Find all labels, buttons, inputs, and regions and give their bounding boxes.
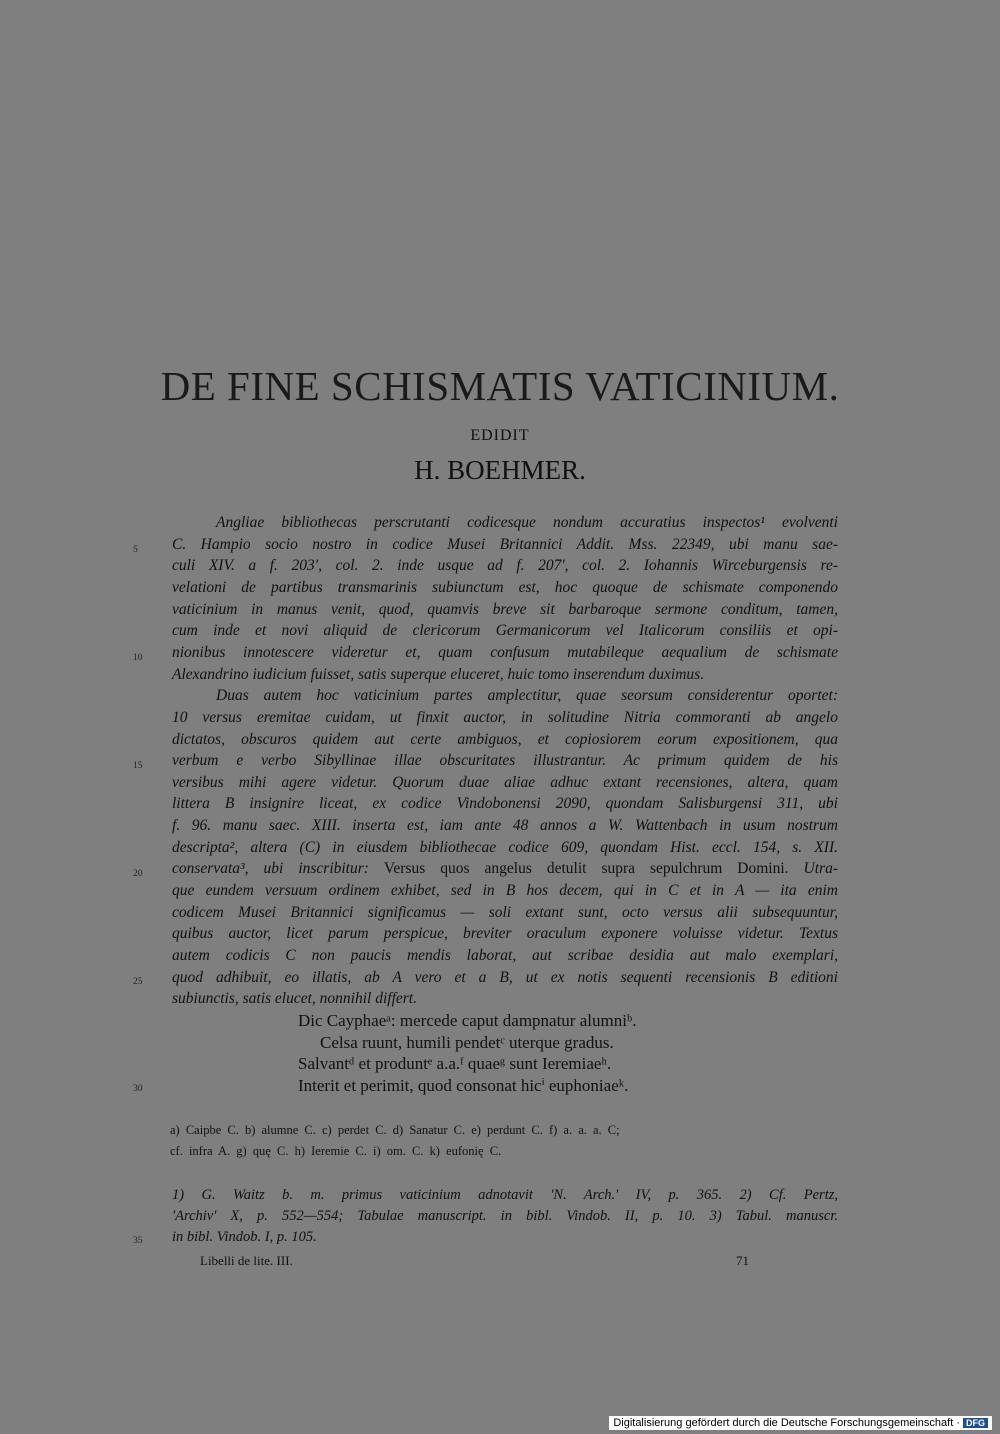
inscription-text: Versus quos angelus detulit supra sepulchrum Domini.	[383, 860, 804, 878]
footnote-line: 'Archiv' X, p. 552—554; Tabulae manuscript. in bibl. Vindob. II, p. 10. 3) Tabul. manuscr.	[172, 1208, 838, 1224]
credit-text: Digitalisierung gefördert durch die Deutsche Forschungsgemeinschaft ·	[613, 1417, 960, 1429]
body-text-line: verbum e verbo Sibyllinae illae obscuritates illustrantur. Ac primum quidem de his	[172, 752, 838, 770]
line-number-20: 20	[133, 869, 143, 879]
line-number-35: 35	[133, 1236, 143, 1246]
body-text-line: nionibus innotescere videretur et, quam confusum mutabileque aequalium de schismate	[172, 643, 838, 661]
body-text-line: Alexandrino iudicium fuisset, satis superque eluceret, huic tomo inserendum duximus.	[172, 665, 705, 683]
body-text-line: Angliae bibliothecas perscrutanti codicesque nondum accuratius inspectos¹ evolventi	[216, 514, 838, 531]
body-text-line: quibus auctor, licet parum perspicue, breviter oraculum exponere voluisse videtur. Textus	[172, 925, 838, 943]
body-text-line: 10 versus eremitae cuidam, ut finxit auctor, in solitudine Nitria commoranti ab angelo	[172, 708, 838, 726]
body-text-line: dictatos, obscuros quidem aut certe ambiguos, et copiosiorem eorum expositionem, qua	[172, 730, 838, 748]
body-text-line: quod adhibuit, eo illatis, ab A vero et a B, ut ex notis sequenti recensionis B editioni	[172, 968, 838, 986]
body-text-line: f. 96. manu saec. XIII. inserta est, iam ante 48 annos a W. Wattenbach in usum nostrum	[172, 817, 838, 835]
line-number-15: 15	[133, 761, 143, 771]
verse-line: Celsa ruunt, humili pendetᶜ uterque gradus.	[320, 1033, 614, 1052]
verse-line: Salvantᵈ et produntᵉ a.a.ᶠ quaeᵍ sunt Ieremiaeʰ.	[298, 1054, 612, 1073]
verse-line: Interit et perimit, quod consonat hicⁱ euphoniaeᵏ.	[298, 1076, 629, 1095]
page-number: 71	[736, 1253, 749, 1268]
body-text-line: littera B insignire liceat, ex codice Vindobonensi 2090, quondam Salisburgensi 311, ubi	[172, 795, 838, 813]
variant-readings-line: a) Caipbe C. b) alumne C. c) perdet C. d) Sanatur C. e) perdunt C. f) a. a. a. C;	[170, 1123, 620, 1137]
body-text-line: C. Hampio socio nostro in codice Musei Britannici Addit. Mss. 22349, ubi manu sae-	[172, 535, 838, 553]
footnote-line: 1) G. Waitz b. m. primus vaticinium adnotavit 'N. Arch.' IV, p. 365. 2) Cf. Pertz,	[172, 1187, 838, 1203]
body-text-line: descripta², altera (C) in eiusdem bibliothecae codice 609, quondam Hist. eccl. 154, s. XII.	[172, 838, 838, 856]
body-text-segment: conservata³, ubi inscribitur:	[172, 860, 384, 878]
body-text-line: codicem Musei Britannici significamus — soli extant sunt, octo versus alii subsequuntur,	[172, 903, 838, 921]
line-number-25: 25	[133, 977, 143, 987]
line-number-10: 10	[133, 653, 143, 663]
body-text-line: velationi de partibus transmarinis subiunctum est, hoc quoque de schismate componendo	[172, 578, 838, 596]
dfg-logo: DFG	[963, 1418, 988, 1428]
verse-line: Dic Cayphaeᵃ: mercede caput dampnatur alumniᵇ.	[298, 1011, 637, 1030]
body-text-line	[172, 858, 838, 880]
variant-readings-line: cf. infra A. g) quę C. h) Ieremie C. i) om. C. k) eufonię C.	[170, 1144, 502, 1158]
author-name: H. BOEHMER.	[414, 455, 586, 485]
line-number-5: 5	[133, 545, 138, 555]
series-title: Libelli de lite. III.	[200, 1253, 293, 1268]
edidit-label: EDIDIT	[470, 427, 530, 444]
body-text-line: Duas autem hoc vaticinium partes amplectitur, quae seorsum considerentur oportet:	[216, 687, 838, 705]
article-title: DE FINE SCHISMATIS VATICINIUM.	[160, 363, 840, 409]
body-text-segment: Utra-	[803, 860, 838, 878]
body-text-line: subiunctis, satis elucet, nonnihil differt.	[172, 990, 417, 1008]
footnote-line: in bibl. Vindob. I, p. 105.	[172, 1229, 317, 1245]
line-number-30: 30	[133, 1084, 143, 1094]
body-text-line: autem codicis C non paucis mendis laborat, aut scribae desidia aut malo exemplari,	[172, 947, 838, 964]
body-text-line: vaticinium in manus venit, quod, quamvis breve sit barbaroque sermone conditum, tamen,	[172, 600, 838, 618]
body-text-line: que eundem versuum ordinem exhibet, sed in B hos decem, qui in C et in A — ita enim	[172, 882, 838, 900]
digitization-credit	[609, 1416, 992, 1430]
body-text-line: versibus mihi agere videtur. Quorum duae aliae adhuc extant recensiones, altera, quam	[172, 773, 838, 791]
body-text-line: culi XIV. a f. 203', col. 2. inde usque ad f. 207', col. 2. Iohannis Wirceburgensis re-	[172, 557, 838, 575]
body-text-line: cum inde et novi aliquid de clericorum Germanicorum vel Italicorum consiliis et opi-	[172, 622, 838, 640]
